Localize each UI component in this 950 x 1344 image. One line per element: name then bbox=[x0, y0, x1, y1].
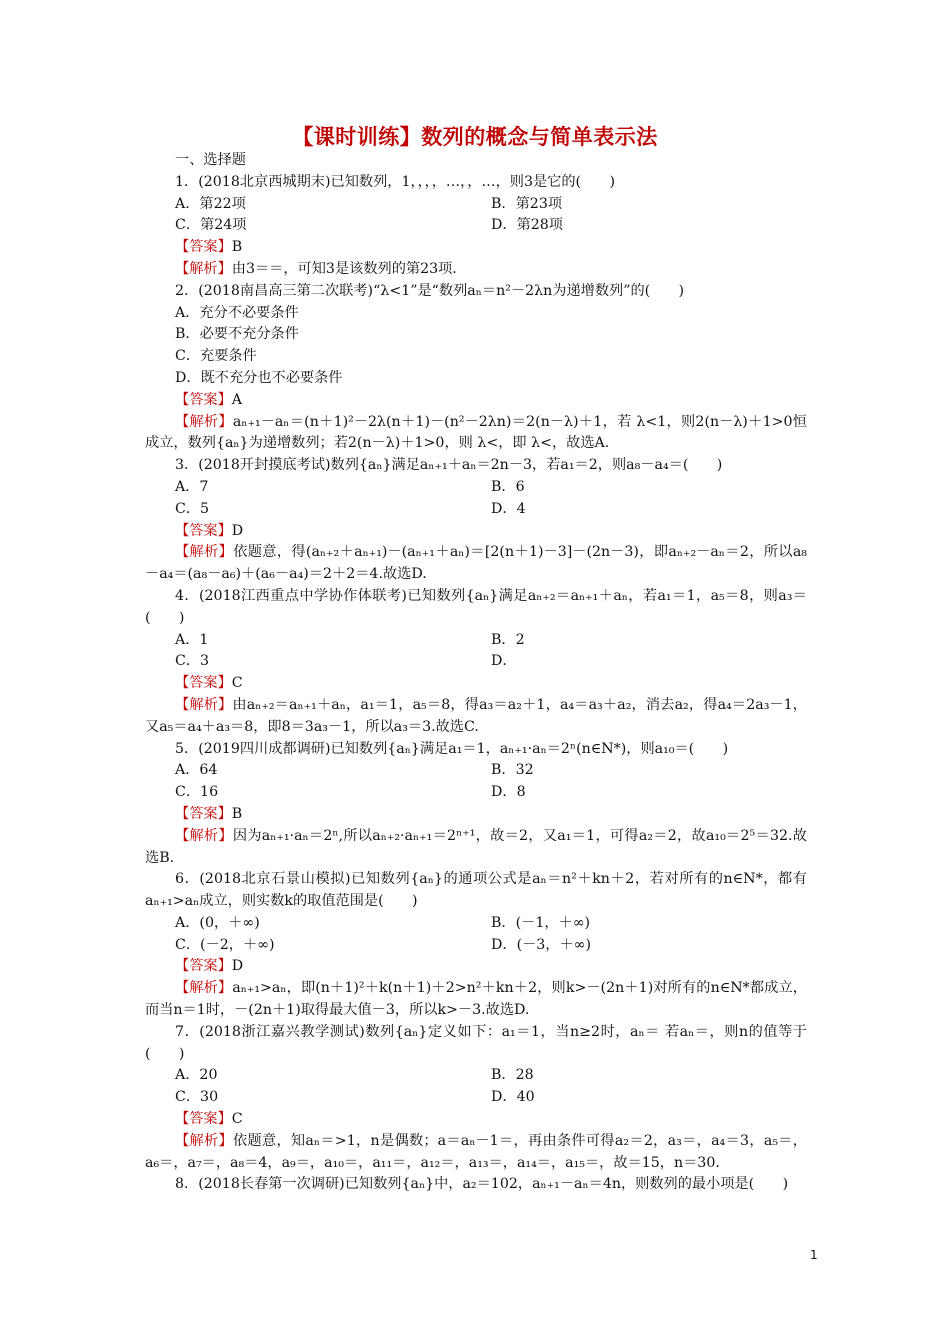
analysis-text: 由aₙ₊₂＝aₙ₊₁＋aₙ，a₁＝1，a₅＝8，得a₃＝a₂＋1，a₄＝a₃＋a₂，消去a₂，得a₄＝2a₃－1，又a₅＝a₄＋a₃＝8，即8＝3a₃－1，所以a₃＝3.故选C. bbox=[145, 696, 807, 735]
option-c: C．3 bbox=[175, 653, 210, 670]
question-2-analysis bbox=[145, 412, 807, 456]
question-1-stem: 1．(2018北京西城期末)已知数列，1，，，，…，，…，则3是它的( ) bbox=[175, 173, 615, 190]
answer-value: C bbox=[231, 675, 243, 692]
option-a: A．充分不必要条件 bbox=[175, 304, 299, 321]
option-b: B．第23项 bbox=[491, 195, 563, 212]
option-a: A．64 bbox=[175, 762, 218, 779]
option-b: B．32 bbox=[491, 762, 534, 779]
analysis-tag: 【解析】 bbox=[175, 980, 233, 997]
answer-value: B bbox=[231, 239, 243, 256]
question-8-stem: 8．(2018长春第一次调研)已知数列{aₙ}中，a₂＝102，aₙ₊₁－aₙ＝4n，则数列的最小项是( ) bbox=[175, 1176, 789, 1193]
question-7-options-row-1 bbox=[145, 1065, 807, 1087]
option-a: A．7 bbox=[175, 478, 209, 495]
option-d: D．(－3，＋∞) bbox=[491, 936, 592, 953]
question-2-answer bbox=[145, 390, 807, 412]
analysis-tag: 【解析】 bbox=[175, 827, 233, 844]
document-title: 【课时训练】数列的概念与简单表示法 bbox=[292, 125, 658, 149]
question-4-options-row-1 bbox=[145, 630, 807, 652]
question-6-analysis bbox=[145, 978, 807, 1022]
question-5-analysis bbox=[145, 826, 807, 870]
analysis-text: aₙ₊₁－aₙ＝(n＋1)²－2λ(n＋1)－(n²－2λn)＝2(n－λ)＋1，若 λ<1，则2(n－λ)＋1>0恒成立，数列{aₙ}为递增数列；若2(n－λ)＋1>0，则 λ<，即 λ<，故选A. bbox=[145, 413, 807, 452]
question-5-options-row-2 bbox=[145, 782, 807, 804]
analysis-text: aₙ₊₁>aₙ，即(n＋1)²＋k(n＋1)＋2>n²＋kn＋2，则k>－(2n＋1)对所有的n∈N*都成立，而当n＝1时，－(2n＋1)取得最大值－3，所以k>－3.故选D. bbox=[145, 980, 807, 1019]
answer-tag: 【答案】 bbox=[175, 958, 232, 975]
question-3-stem: 3．(2018开封摸底考试)数列{aₙ}满足aₙ₊₁＋aₙ＝2n－3，若a₁＝2，则a₈－a₄＝( ) bbox=[175, 457, 723, 474]
option-b: B．必要不充分条件 bbox=[175, 326, 299, 343]
option-d: D．4 bbox=[491, 500, 526, 517]
question-4-answer bbox=[145, 673, 807, 695]
option-a: A．第22项 bbox=[175, 195, 246, 212]
page-number: 1 bbox=[810, 1248, 818, 1262]
question-6-options-row-2 bbox=[145, 935, 807, 957]
option-b: B．28 bbox=[491, 1067, 534, 1084]
question-6-answer bbox=[145, 956, 807, 978]
option-a: A．20 bbox=[175, 1067, 218, 1084]
answer-value: B bbox=[231, 805, 243, 822]
option-d: D．40 bbox=[491, 1089, 535, 1106]
question-4-options-row-2 bbox=[145, 651, 807, 673]
analysis-text: 依题意，知aₙ＝>1，n是偶数；a＝aₙ－1＝，再由条件可得a₂＝2，a₃＝，a₄＝3，a₅＝，a₆＝，a₇＝，a₈＝4，a₉＝，a₁₀＝，a₁₁＝，a₁₂＝，a₁₃＝，a₁₄＝，a₁₅＝，故＝15，n＝30. bbox=[145, 1132, 807, 1171]
answer-value: D bbox=[231, 522, 244, 539]
answer-tag: 【答案】 bbox=[175, 522, 232, 539]
option-d: D．第28项 bbox=[491, 217, 563, 234]
analysis-tag: 【解析】 bbox=[175, 413, 233, 430]
answer-tag: 【答案】 bbox=[175, 239, 232, 256]
question-1-answer bbox=[145, 237, 807, 259]
question-1-options-row-2 bbox=[145, 215, 807, 237]
answer-tag: 【答案】 bbox=[175, 805, 232, 822]
section-heading: 一、选择题 bbox=[175, 152, 246, 168]
option-d: D．8 bbox=[491, 784, 526, 801]
question-3-options-row-1 bbox=[145, 477, 807, 499]
question-7-stem: 7．(2018浙江嘉兴教学测试)数列{aₙ}定义如下：a₁＝1，当n≥2时，aₙ＝ 若aₙ＝，则n的值等于( ) bbox=[145, 1023, 807, 1062]
question-7-analysis bbox=[145, 1131, 807, 1175]
option-c: C．第24项 bbox=[175, 217, 247, 234]
answer-value: D bbox=[231, 958, 244, 975]
answer-value: C bbox=[231, 1111, 243, 1128]
option-c: C．5 bbox=[175, 500, 210, 517]
question-4-analysis bbox=[145, 695, 807, 739]
question-6-stem: 6．(2018北京石景山模拟)已知数列{aₙ}的通项公式是aₙ＝n²＋kn＋2，若对所有的n∈N*，都有aₙ₊₁>aₙ成立，则实数k的取值范围是( ) bbox=[145, 871, 807, 910]
question-5-stem: 5．(2019四川成都调研)已知数列{aₙ}满足a₁＝1，aₙ₊₁·aₙ＝2ⁿ(n∈N*)，则a₁₀＝( ) bbox=[175, 740, 729, 757]
question-7-answer bbox=[145, 1109, 807, 1131]
analysis-tag: 【解析】 bbox=[175, 260, 232, 277]
answer-tag: 【答案】 bbox=[175, 675, 232, 692]
question-7-options-row-2 bbox=[145, 1087, 807, 1109]
question-6-options-row-1 bbox=[145, 913, 807, 935]
answer-value: A bbox=[231, 391, 243, 408]
question-3-analysis bbox=[145, 542, 807, 586]
option-d: D． bbox=[491, 653, 517, 670]
question-3-options-row-2 bbox=[145, 499, 807, 521]
question-1-options-row-1 bbox=[145, 194, 807, 216]
analysis-tag: 【解析】 bbox=[175, 696, 233, 713]
answer-tag: 【答案】 bbox=[175, 1111, 232, 1128]
question-5-answer bbox=[145, 804, 807, 826]
option-a: A．1 bbox=[175, 631, 209, 648]
question-5-options-row-1 bbox=[145, 760, 807, 782]
question-1-analysis bbox=[145, 259, 807, 281]
analysis-text: 由3＝＝，可知3是该数列的第23项． bbox=[231, 260, 467, 277]
option-c: C．(－2，＋∞) bbox=[175, 936, 275, 953]
option-c: C．充要条件 bbox=[175, 348, 257, 365]
option-d: D．既不充分也不必要条件 bbox=[175, 369, 343, 386]
answer-tag: 【答案】 bbox=[175, 391, 232, 408]
document-body bbox=[145, 150, 807, 1218]
option-c: C．30 bbox=[175, 1089, 219, 1106]
analysis-text: 依题意，得(aₙ₊₂＋aₙ₊₁)－(aₙ₊₁＋aₙ)＝[2(n＋1)－3]－(2n－3)，即aₙ₊₂－aₙ＝2，所以a₈－a₄＝(a₈－a₆)＋(a₆－a₄)＝2＋2＝4.故选D. bbox=[145, 544, 807, 583]
question-3-answer bbox=[145, 521, 807, 543]
option-c: C．16 bbox=[175, 784, 219, 801]
analysis-tag: 【解析】 bbox=[175, 1132, 233, 1149]
question-2-stem: 2．(2018南昌高三第二次联考)“λ<1”是“数列aₙ＝n²－2λn为递增数列”的( ) bbox=[175, 282, 685, 299]
option-b: B．2 bbox=[491, 631, 525, 648]
option-b: B．6 bbox=[491, 478, 525, 495]
question-4-stem: 4．(2018江西重点中学协作体联考)已知数列{aₙ}满足aₙ₊₂＝aₙ₊₁＋aₙ，若a₁＝1，a₅＝8，则a₃＝( ) bbox=[145, 587, 807, 626]
option-b: B．(－1，＋∞) bbox=[491, 914, 591, 931]
analysis-text: 因为aₙ₊₁·aₙ＝2ⁿ,所以aₙ₊₂·aₙ₊₁＝2ⁿ⁺¹，故＝2，又a₁＝1，可得a₂＝2，故a₁₀＝2⁵＝32.故选B. bbox=[145, 827, 807, 866]
option-a: A．(0，＋∞) bbox=[175, 914, 260, 931]
analysis-tag: 【解析】 bbox=[175, 544, 234, 561]
